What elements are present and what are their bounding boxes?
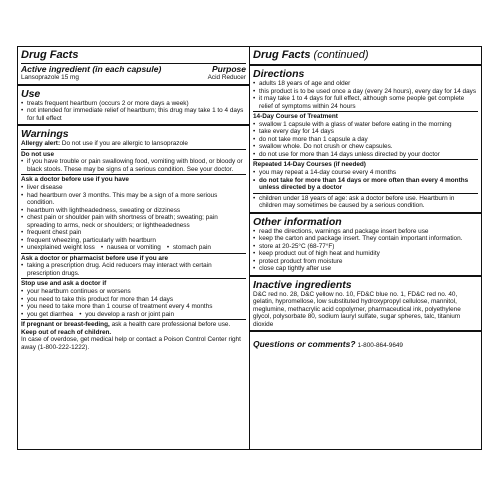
list-item: • not intended for immediate relief of heartburn; this drug may take 1 to 4 days for full effect (21, 107, 246, 122)
list-item: • you need to take this product for more than 14 days (21, 296, 246, 304)
active-ingredient: Lansoprazole 15 mg (21, 74, 79, 81)
stop-use-block (21, 278, 246, 318)
inactive-ingredients-section (250, 275, 481, 331)
purpose-heading: Purpose (211, 64, 246, 74)
list-item: • liver disease (21, 184, 246, 192)
warnings-heading: Warnings (21, 128, 69, 140)
list-item: • close cap tightly after use (253, 265, 478, 273)
list-item: • chest pain or shoulder pain with shortness of breath; sweating; pain spreading to arms, neck or shoulders; or lightheadedness (21, 214, 246, 229)
list-item: • keep the carton and package insert. They contain important information. (253, 235, 478, 243)
drug-facts-title-text: Drug Facts (253, 49, 311, 61)
list-item: • do not take more than 1 capsule a day (253, 136, 478, 144)
questions-label: Questions or comments? (253, 339, 356, 350)
list-item: • it may take 1 to 4 days for full effect, although some people get complete relief of symptoms within 24 hours (253, 95, 478, 110)
list-item: • you develop a rash or joint pain (79, 311, 174, 319)
drug-facts-continued-header (250, 47, 481, 64)
ask-pharmacist-label: Ask a doctor or pharmacist before use if you are (21, 254, 169, 262)
pregnancy-block (21, 319, 246, 351)
active-ingredient-row (21, 74, 246, 82)
list-item: • treats frequent heartburn (occurs 2 or more days a week) (21, 100, 246, 108)
list-item: • had heartburn over 3 months. This may be a sign of a more serious condition. (21, 192, 246, 207)
list-item: • read the directions, warnings and package insert before use (253, 228, 478, 236)
active-ingredient-heading: Active ingredient (in each capsule) (21, 64, 162, 74)
use-heading: Use (21, 87, 41, 100)
list-item: • swallow 1 capsule with a glass of water before eating in the morning (253, 121, 478, 129)
other-information-heading: Other information (253, 215, 342, 228)
list-item: • do not use for more than 14 days unless directed by your doctor (253, 151, 478, 159)
purpose: Acid Reducer (207, 74, 246, 81)
list-item: • adults 18 years of age and older (253, 80, 478, 88)
keep-out-of-reach: Keep out of reach of children. (21, 328, 112, 336)
other-information-section (250, 212, 481, 275)
course-label: 14-Day Course of Treatment (253, 113, 338, 120)
list-item: • children under 18 years of age: ask a doctor before use. Heartburn in children may sometimes be caused by a serious condition. (253, 195, 478, 210)
list-item: • unexplained weight loss (21, 244, 95, 252)
list-item: • your heartburn continues or worsens (21, 288, 246, 296)
list-item: • stomach pain (167, 244, 211, 252)
list-item: • frequent wheezing, particularly with heartburn (21, 237, 246, 245)
drug-facts-title: Drug Facts (21, 49, 79, 61)
list-item: • swallow whole. Do not crush or chew capsules. (253, 143, 478, 151)
list-item: • this product is to be used once a day (every 24 hours), every day for 14 days (253, 88, 478, 96)
use-list (21, 100, 246, 123)
directions-heading: Directions (253, 68, 305, 80)
list-item: • you need to take more than 1 course of treatment every 4 months (21, 303, 246, 311)
right-column (250, 47, 481, 449)
directions-section (250, 64, 481, 212)
list-item: • keep product out of high heat and humidity (253, 250, 478, 258)
overdose-text: In case of overdose, get medical help or contact a Poison Control Center right away (1-800-222-1222). (21, 336, 241, 351)
pregnant-label: If pregnant or breast-feeding, (21, 321, 110, 329)
list-item: • protect product from moisture (253, 258, 478, 266)
do-not-use-label: Do not use (21, 150, 55, 158)
list-item: • you may repeat a 14-day course every 4 months (253, 169, 478, 177)
pregnant-text: ask a health care professional before use. (111, 321, 231, 329)
list-item: • nausea or vomiting (101, 244, 161, 252)
list-item: • heartburn with lightheadedness, sweating or dizziness (21, 207, 246, 215)
list-item: • taking a prescription drug. Acid reducers may interact with certain prescription drugs. (21, 262, 246, 277)
repeat-label: Repeated 14-Day Courses (if needed) (253, 161, 366, 169)
drug-facts-header (18, 47, 249, 84)
drug-facts-title-continued (253, 49, 478, 62)
list-item: • do not take for more than 14 days or more often than every 4 months unless directed by a doctor (253, 177, 478, 192)
stop-use-label: Stop use and ask a doctor if (21, 280, 107, 288)
allergy-text: Do not use if you are allergic to lansoprazole (61, 140, 188, 147)
ask-doctor-label: Ask a doctor before use if you have (21, 176, 129, 184)
children-block (253, 193, 478, 210)
list-item: • you get diarrhea (21, 311, 73, 319)
inactive-ingredients-text: D&C red no. 28, D&C yellow no. 10, FD&C blue no. 1, FD&C red no. 40, gelatin, hypromellose, low substituted hydroxypropyl cellulose, mannitol, meglumine, methacrylic acid copolymer, pharmaceutical ink, polyethylene glycol, polysorbate 80, sodium lauryl sulfate, sugar spheres, talc, titanium dioxide (253, 290, 461, 328)
do-not-use-block (21, 149, 246, 174)
questions-section (250, 330, 481, 354)
questions-phone: 1-800-864-9649 (357, 342, 403, 350)
list-item: • store at 20-25°C (68-77°F) (253, 243, 478, 251)
list-item: • take every day for 14 days (253, 128, 478, 136)
repeat-block (253, 159, 478, 191)
inactive-ingredients-heading: Inactive ingredients (253, 278, 352, 291)
list-item: • frequent chest pain (21, 229, 246, 237)
course-block (253, 111, 478, 158)
drug-facts-panel (17, 46, 482, 450)
warnings-section (18, 124, 249, 353)
left-column (18, 47, 250, 449)
continued-label: (continued) (313, 49, 369, 61)
allergy-label: Allergy alert: (21, 140, 61, 147)
ask-doctor-block (21, 174, 246, 251)
ask-pharmacist-block (21, 253, 246, 278)
active-ingredient-header (21, 63, 246, 74)
list-item: • if you have trouble or pain swallowing food, vomiting with blood, or bloody or black stools. These may be signs of a serious condition. See your doctor. (21, 158, 246, 173)
use-section (18, 84, 249, 125)
